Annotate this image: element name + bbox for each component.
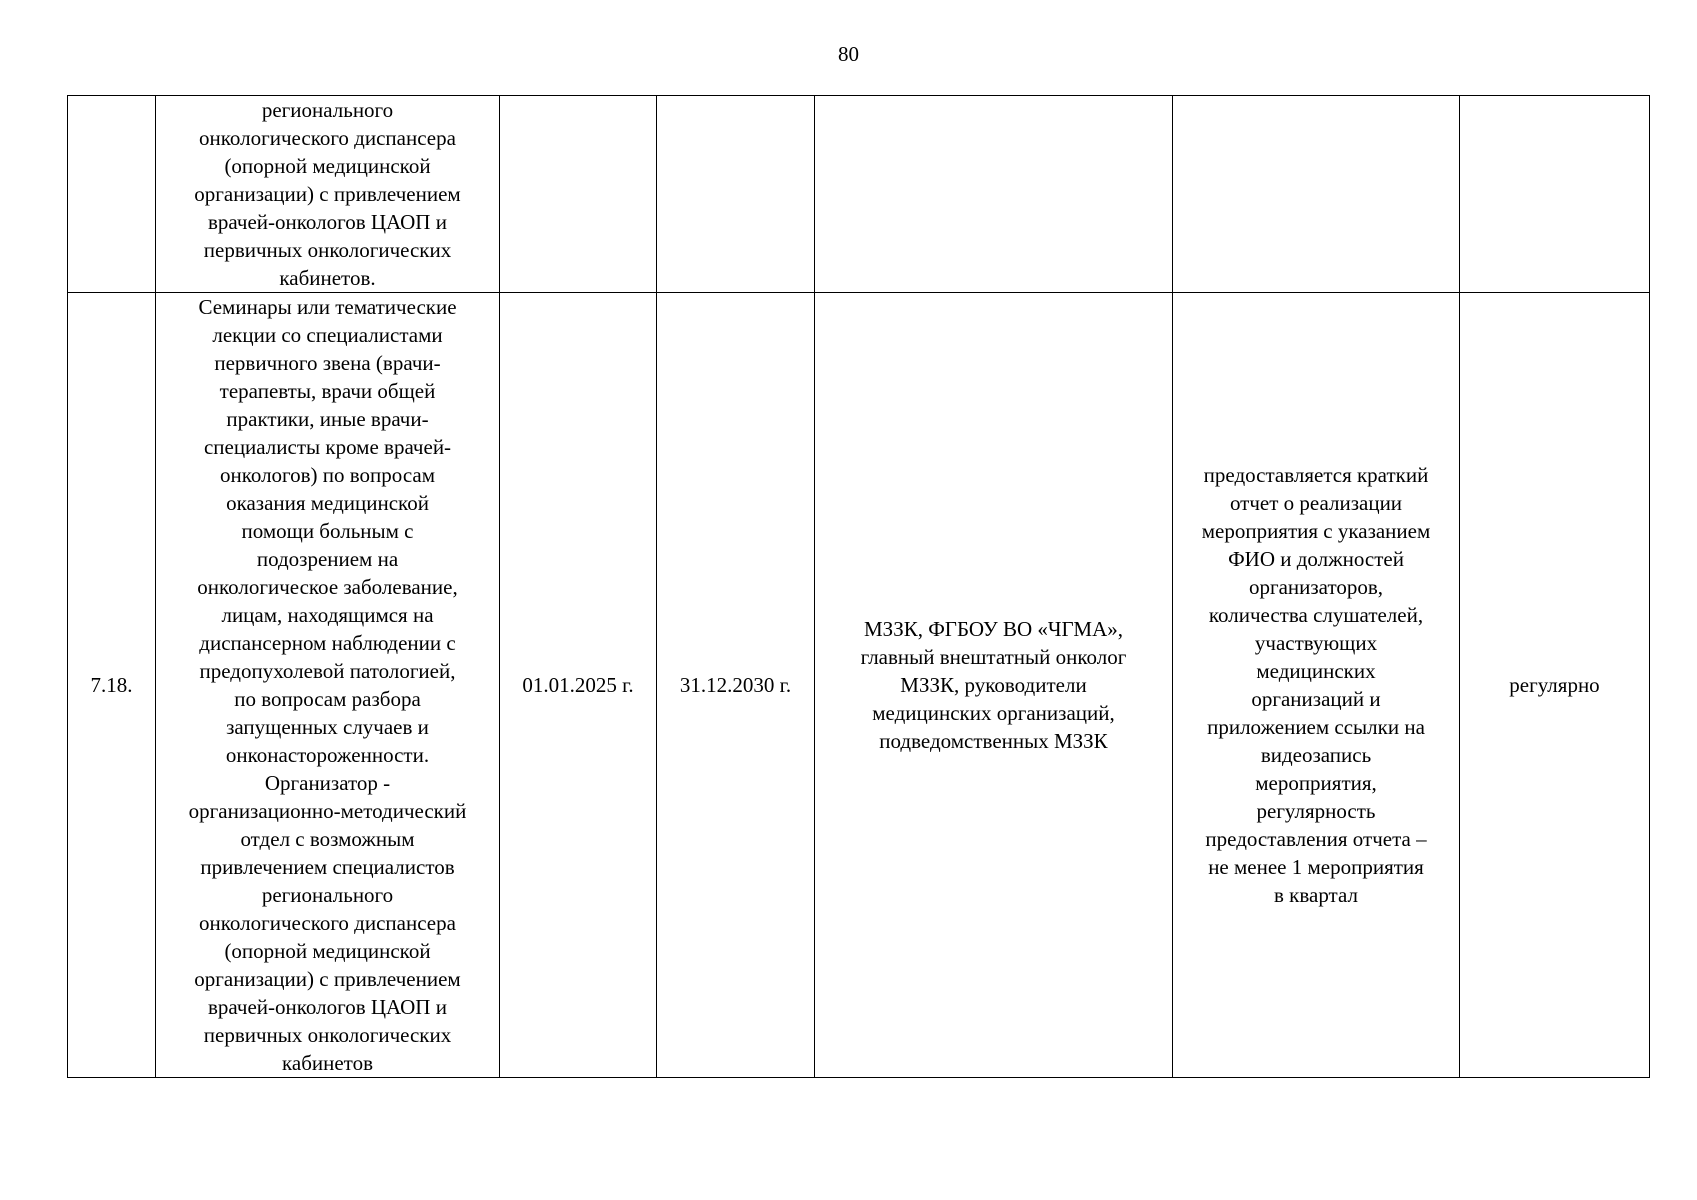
cell-start-date: 01.01.2025 г. <box>500 293 657 1078</box>
cell-measure-name: регионального онкологического диспансера (опорной медицинской организации) с привлечением врачей-онкологов ЦАОП и первичных онкологических кабинетов. <box>156 96 500 293</box>
cell-report <box>1173 96 1460 293</box>
table-row-continuation <box>68 96 1650 293</box>
cell-measure-name: Семинары или тематические лекции со специалистами первичного звена (врачи- терапевты, врачи общей практики, иные врачи- специалисты кроме врачей- онкологов) по вопросам оказания медицинской помощи больным с подозрением на онкологическое заболевание, лицам, находящимся на диспансерном наблюдении с предопухолевой патологией, по вопросам разбора запущенных случаев и онконастороженности. Организатор - организационно-методический отдел с возможным привлечением специалистов регионального онкологического диспансера (опорной медицинской организации) с привлечением врачей-онкологов ЦАОП и первичных онкологических кабинетов <box>156 293 500 1078</box>
page-number: 80 <box>838 42 859 66</box>
cell-number <box>68 96 156 293</box>
cell-frequency <box>1460 96 1650 293</box>
cell-responsible: МЗЗК, ФГБОУ ВО «ЧГМА», главный внештатный онколог МЗЗК, руководители медицинских организаций, подведомственных МЗЗК <box>815 293 1173 1078</box>
measures-table <box>67 95 1650 1078</box>
cell-start-date <box>500 96 657 293</box>
cell-report: предоставляется краткий отчет о реализации мероприятия с указанием ФИО и должностей организаторов, количества слушателей, участвующих медицинских организаций и приложением ссылки на видеозапись мероприятия, регулярность предоставления отчета – не менее 1 мероприятия в квартал <box>1173 293 1460 1078</box>
cell-responsible <box>815 96 1173 293</box>
cell-end-date: 31.12.2030 г. <box>657 293 815 1078</box>
cell-number: 7.18. <box>68 293 156 1078</box>
table-row-7-18 <box>68 293 1650 1078</box>
cell-end-date <box>657 96 815 293</box>
cell-frequency: регулярно <box>1460 293 1650 1078</box>
